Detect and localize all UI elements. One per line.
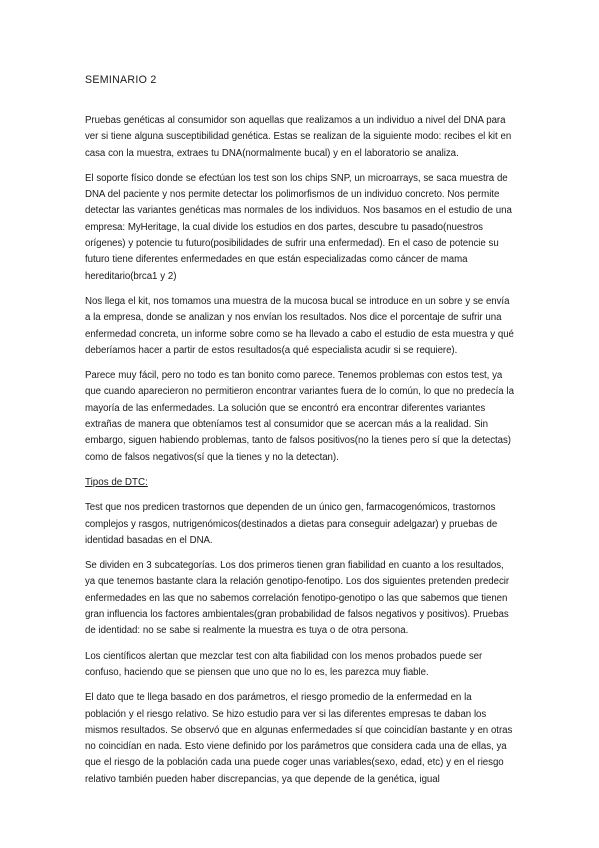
paragraph-scientists-warning: Los científicos alertan que mezclar test con alta fiabilidad con los menos probados puede ser confuso, haciendo que se piensen que uno que no lo es, les parezca muy fiable. [85,650,483,678]
paragraph-risk-parameters: El dato que te llega basado en dos parámetros, el riesgo promedio de la enfermedad en la población y el riesgo relativo. Se hizo estudio para ver si las diferentes empresas te daban los mismos resultados. Se observó que en algunas enfermedades sí que coincidían bastante y en otras no coincidían en nada. Esto viene definido por los parámetros que considera cada una de ellas, ya que el riesgo de la población cada una puede coger unas variables(sexo, edad, etc) y en el riesgo relativo también pueden haber discrepancias, ya que depende de la genética, igual [85,692,513,785]
section-heading-dtc-types: Tipos de DTC: [85,476,148,488]
paragraph-intro: Pruebas genéticas al consumidor son aquellas que realizamos a un individuo a nivel del DNA para ver si tiene alguna susceptibilidad genética. Estas se realizan de la siguiente modo: recibes el kit en casa con la muestra, extraes tu DNA(normalmente bucal) y en el laboratorio se analiza. [85,115,512,159]
document-title: SEMINARIO 2 [85,74,157,86]
paragraph-snp-chips: El soporte físico donde se efectúan los test son los chips SNP, un microarrays, se saca muestra de DNA del paciente y nos permite detectar los polimorfismos de un individuo concreto. Nos permite detectar las variantes genéticas mas normales de los individuos. Nos basamos en el estudio de una empresa: MyHeritage, la cual divide los estudios en dos partes, descubre tu pasado(nuestros orígenes) y potencie tu futuro(posibilidades de sufrir una enfermedad). En el caso de potencie su futuro tiene diferentes enfermedades en que están especializadas como cáncer de mama hereditario(brca1 y 2) [85,172,512,282]
paragraph-kit-process: Nos llega el kit, nos tomamos una muestra de la mucosa bucal se introduce en un sobre y se envía a la empresa, donde se analizan y nos envían los resultados. Nos dice el porcentaje de sufrir una enfermedad concreta, un informe sobre como se ha llevado a cabo el estudio de esta muestra y qué deberíamos hacer a partir de estos resultados(a qué especialista acudir si se requiere). [85,295,514,356]
paragraph-subcategories: Se dividen en 3 subcategorías. Los dos primeros tienen gran fiabilidad en cuanto a los resultados, ya que tenemos bastante clara la relación genotipo-fenotipo. Los dos siguientes pretenden predecir enfermedades en las que no sabemos correlación fenotipo-genotipo o las que sabemos que tienen gran influencia los factores ambientales(gran probabilidad de falsos negativos y positivos). Pruebas de identidad: no se sabe si realmente la muestra es tuya o de otra persona. [85,560,510,637]
paragraph-problems: Parece muy fácil, pero no todo es tan bonito como parece. Tenemos problemas con estos test, ya que cuando aparecieron no permitieron encontrar variantes fuera de lo común, lo que no predecía la mayoría de las enfermedades. La solución que se encontró era encontrar diferentes variantes extrañas de manera que obteníamos test al consumidor que se acercan más a la realidad. Sin embargo, siguen habiendo problemas, tanto de falsos positivos(no la tienes pero sí que la detectas) como de falsos negativos(sí que la tienes y no la detectan). [85,370,514,463]
paragraph-test-types: Test que nos predicen trastornos que dependen de un único gen, farmacogenómicos, trastornos complejos y rasgos, nutrigenómicos(destinados a dietas para conseguir adelgazar) y pruebas de identidad basadas en el DNA. [85,502,498,546]
